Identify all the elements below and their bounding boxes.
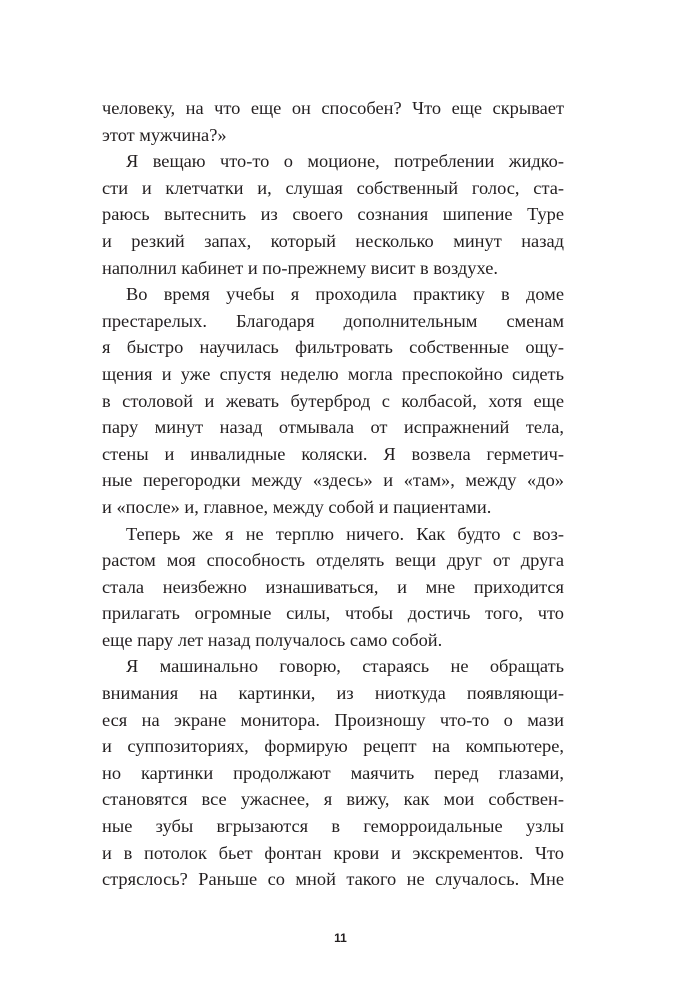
text-line: щения и уже спустя неделю могла преспокойно сидеть [102, 363, 564, 384]
text-line: человеку, на что еще он способен? Что еще скрывает [102, 98, 564, 118]
page-number: 11 [334, 931, 347, 945]
text-line: сти и клетчатки и, слушая собственный голос, ста- [102, 177, 564, 198]
text-line: стены и инвалидные коляски. Я возвела герметич- [102, 443, 564, 464]
paragraph [102, 95, 564, 148]
text-line: еся на экране монитора. Произношу что-то о мази [102, 709, 564, 730]
text-line: прилагать огромные силы, чтобы достичь того, что [102, 603, 564, 624]
text-line: и резкий запах, который несколько минут назад [102, 230, 564, 251]
text-line: растом моя способность отделять вещи друг от друга [102, 550, 564, 571]
text-line: становятся все ужаснее, я вижу, как мои собствен- [102, 789, 564, 810]
text-line: Во время учебы я проходила практику в доме [126, 284, 564, 305]
paragraph [102, 281, 564, 520]
text-line: ные перегородки между «здесь» и «там», между «до» [102, 470, 564, 491]
text-line: но картинки продолжают маячить перед глазами, [102, 762, 564, 783]
text-line: Теперь же я не терплю ничего. Как будто с воз- [126, 523, 564, 544]
text-line: и суппозиториях, формирую рецепт на компьютере, [102, 736, 564, 757]
paragraph [102, 521, 564, 654]
text-line: стала неизбежно изнашиваться, и мне приходится [102, 576, 564, 597]
text-line: престарелых. Благодаря дополнительным сменам [102, 310, 564, 331]
body-text [102, 95, 564, 893]
text-line: и в потолок бьет фонтан крови и экскрементов. Что [102, 842, 564, 863]
text-line: внимания на картинки, из ниоткуда появляющи- [102, 683, 564, 704]
text-line: этот мужчина?» [102, 124, 227, 145]
text-line: в столовой и жевать бутерброд с колбасой, хотя еще [102, 390, 564, 411]
text-line: стряслось? Раньше со мной такого не случалось. Мне [102, 869, 564, 890]
text-line: и «после» и, главное, между собой и пациентами. [102, 496, 492, 517]
paragraph [102, 653, 564, 892]
text-line: Я машинально говорю, стараясь не обращать [126, 656, 564, 677]
paragraph [102, 148, 564, 281]
text-line: я быстро научилась фильтровать собственные ощу- [102, 337, 564, 358]
text-line: еще пару лет назад получалось само собой. [102, 629, 443, 650]
text-line: Я вещаю что-то о моционе, потреблении жидко- [126, 151, 564, 172]
text-line: наполнил кабинет и по-прежнему висит в воздухе. [102, 257, 498, 278]
text-line: раюсь вытеснить из своего сознания шипение Туре [102, 204, 564, 225]
text-line: пару минут назад отмывала от испражнений тела, [102, 417, 564, 438]
text-line: ные зубы вгрызаются в геморроидальные узлы [102, 816, 564, 837]
